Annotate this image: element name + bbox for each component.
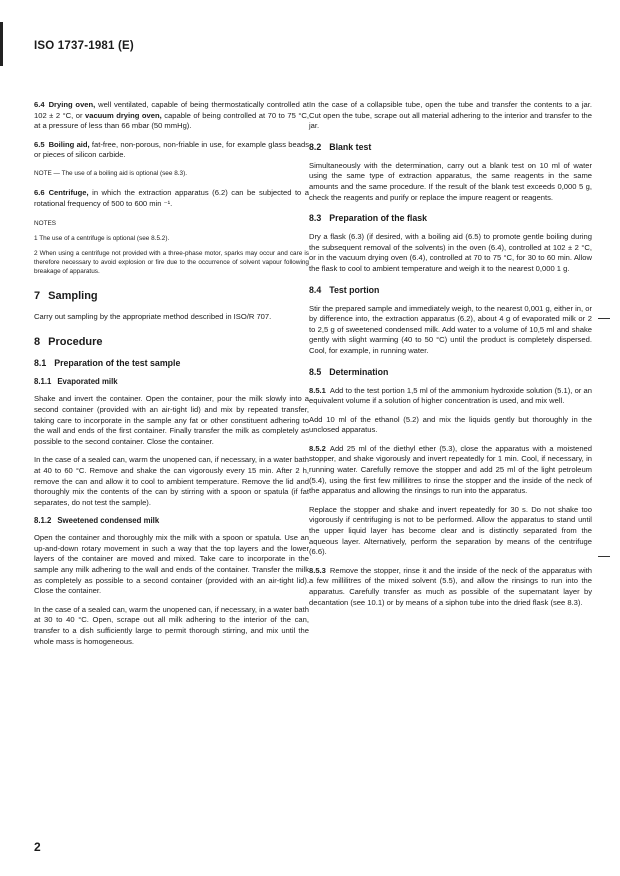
notes-title: NOTES [34,220,57,228]
note-boiling-aid: NOTE — The use of a boiling aid is optional (see 8.3). [34,169,187,177]
paragraph-collapsible-tube: In the case of a collapsible tube, open the tube and transfer the contents to a jar. Cut open the tube, scrape out all material adhering to the interior and transfer to the jar. [309,100,592,131]
paragraph-6-6: 6.6 Centrifuge, in which the extraction apparatus (6.2) can be subjected to a rotational frequency of 500 to 600 min ⁻¹. [34,187,309,208]
note-1: 1 The use of a centrifuge is optional (see 8.5.2). [34,234,170,242]
page-number: 2 [34,840,41,854]
document-header: ISO 1737-1981 (E) [34,40,134,52]
section-8-5-heading: 8.5 Determination [309,366,389,377]
section-8-1-2-heading: 8.1.2 Sweetened condensed milk [34,516,160,526]
paragraph-8-2: Simultaneously with the determination, carry out a blank test on 10 ml of water using the same type of extraction apparatus, the same reagents in the same amounts and the same procedure. If the result of the blank test exceeds 0,000 5 g, check the reagents and purify or replace the impure reagent or reagents. [309,160,592,202]
paragraph-8-5-2: 8.5.2 Add 25 ml of the diethyl ether (5.3), close the apparatus with a moistened stopper, and shake vigorously and invert repeatedly for 1 min. Cool, if necessary, in running water. Carefully remove the stopper and add 25 ml of the light petroleum (5.4), using the first few millilitres to rinse the stopper and the inside of the neck of the apparatus and allowing the rinsings to run into the apparatus. [309,443,592,496]
paragraph-6-5: 6.5 Boiling aid, fat-free, non-porous, non-friable in use, for example glass beads or pieces of silicon carbide. [34,139,309,160]
paragraph-8-5-1-b: Add 10 ml of the ethanol (5.2) and mix the liquids gently but thoroughly in the unclosed apparatus. [309,414,592,435]
paragraph-8-5-2-b: Replace the stopper and shake and invert repeatedly for 30 s. Do not shake too vigorously if centrifuging is not to be performed. Allow the apparatus to stand until the upper liquid layer has become clear and is distinctly separated from the aqueous layer. Alternatively, perform the separation by means of the centrifuge (6.6). [309,504,592,557]
margin-mark [598,556,610,557]
paragraph-8-5-3: 8.5.3 Remove the stopper, rinse it and the inside of the neck of the apparatus with a few millilitres of the mixed solvent (5.5), and allow the rinsings to run into the apparatus. Carefully transfer as much as possible of the supernatant layer by decantation (see 10.1) or by means of a siphon tube into the dried flask (see 8.3). [309,565,592,607]
right-column [309,100,592,616]
paragraph-8-1-1-a: Shake and invert the container. Open the container, pour the milk slowly into a second container (provided with an air-tight lid) and mix by repeated transfer, taking care to incorporate in the sample any fat or other constituent adhering to the wall and ends of the first container. Finally transfer the milk as completely as possible to the second container. Close the container. [34,394,309,446]
section-8-1-1-heading: 8.1.1 Evaporated milk [34,377,118,387]
paragraph-7: Carry out sampling by the appropriate method described in ISO/R 707. [34,311,272,321]
paragraph-8-1-1-b: In the case of a sealed can, warm the unopened can, if necessary, in a water bath at 40 to 60 °C. Remove and shake the can vigorously every 15 min. After 2 h, remove the can and allow it to cool to ambient temperature. Remove the lid and thoroughly mix the contents of the can by stirring with a spoon or spatula (if fat separates, do not test the sample). [34,455,309,507]
paragraph-8-3: Dry a flask (6.3) (if desired, with a boiling aid (6.5) to promote gentle boiling during the subsequent removal of the solvents) in the oven (6.4), controlled at 102 ± 2 °C, or in the vacuum drying oven (6.4), controlled at 70 to 75 °C, for 30 to 60 min. Allow the flask to cool to ambient temperature and weigh it to the nearest 0,000 1 g. [309,232,592,273]
section-7-heading: 7 Sampling [34,289,98,302]
paragraph-8-1-2-a: Open the container and thoroughly mix the milk with a spoon or spatula. Use an up-and-down rotary movement in such a way that the top layers and the lower layers of the container are moved and mixed. Take care to incorporate in the sample any milk adhering to the wall and ends of the container. Transfer the milk as completely as possible to a second container (provided with an air-tight lid). Close the container. [34,533,309,596]
section-8-heading: 8 Procedure [34,336,103,349]
section-8-2-heading: 8.2 Blank test [309,141,372,152]
section-8-1-heading: 8.1 Preparation of the test sample [34,358,181,369]
note-2: 2 When using a centrifuge not provided with a three-phase motor, sparks may occur and care is therefore necessary to avoid explosion or fire due to the occurrence of solvent vapour following breakage of apparatus. [34,249,309,275]
section-8-3-heading: 8.3 Preparation of the flask [309,213,428,224]
paragraph-8-1-2-b: In the case of a sealed can, warm the unopened can, if necessary, in a water bath at 30 to 40 °C. Open, scrape out all milk adhering to the interior of the can, transfer to a dish sufficiently large to permit thorough stirring, and mix until the whole mass is homogeneous. [34,604,309,646]
margin-mark [598,318,610,319]
section-8-4-heading: 8.4 Test portion [309,284,380,295]
paragraph-8-5-1: 8.5.1 Add to the test portion 1,5 ml of the ammonium hydroxide solution (5.1), or an equivalent volume if a solution of higher concentration is used, and mix well. [309,385,592,406]
left-column [34,100,309,655]
paragraph-6-4: 6.4 Drying oven, well ventilated, capable of being thermostatically controlled at 102 ± 2 °C, or vacuum drying oven, capable of being controlled at 70 to 75 °C, at a pressure of less than 66 mbar (50 mmHg). [34,100,309,131]
page-edge-bar [0,22,3,66]
paragraph-8-4: Stir the prepared sample and immediately weigh, to the nearest 0,001 g, either in, or by difference into, the extraction apparatus (6.2), about 4 g of evaporated milk or 2 to 2,5 g of sweetened condensed milk. Add water to a volume of 10,5 ml and shake gently with slight warming (40 to 50 °C) until the product is completely dispersed. Cool, for example, in running water. [309,303,592,355]
